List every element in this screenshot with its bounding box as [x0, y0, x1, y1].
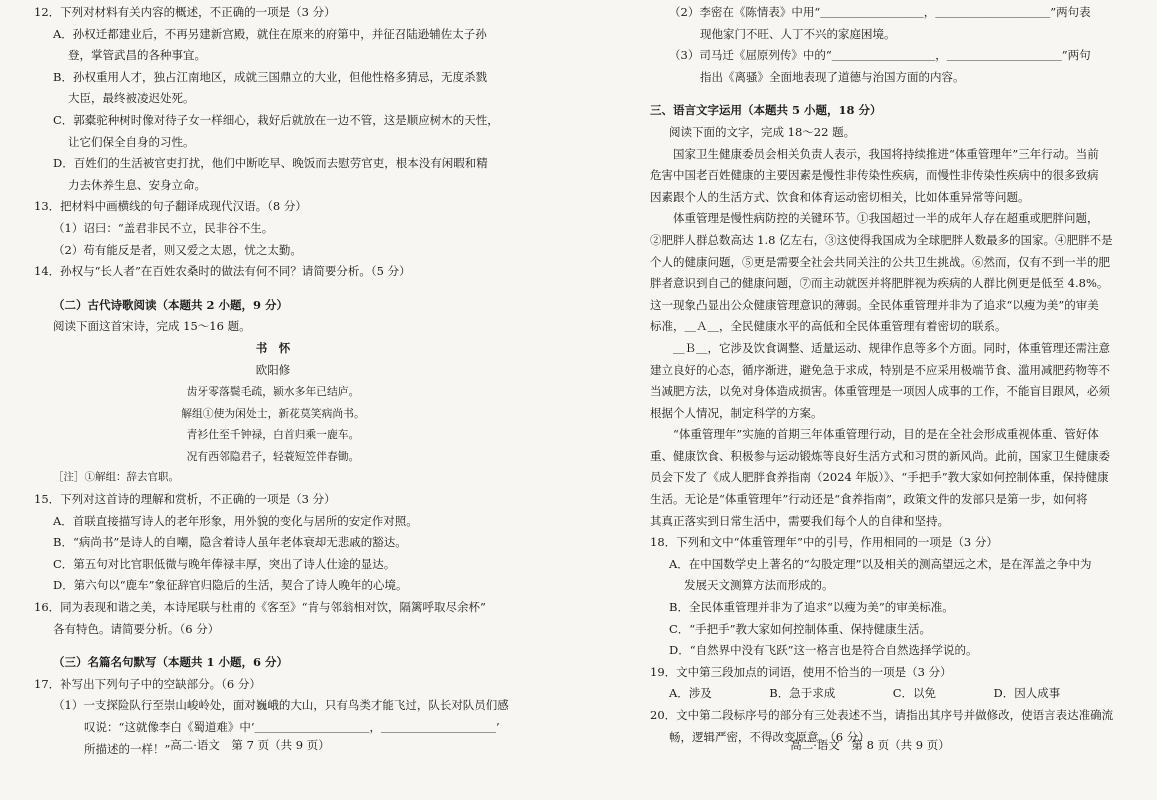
- left-text-line: C．郭橐驼种树时像对待子女一样细心，栽好后就放在一边不管，这是顺应树木的天性，: [53, 112, 499, 127]
- exam-page-right: [590, 0, 1150, 800]
- left-text-line: B．“病尚书”是诗人的自嘲，隐含着诗人虽年老体衰却无悲戚的豁达。: [53, 535, 407, 550]
- left-text-line: 欧阳修: [255, 362, 291, 377]
- right-text-line: 19．文中第三段加点的词语，使用不恰当的一项是（3 分）: [650, 664, 952, 679]
- left-text-line: 登，掌管武昌的各种事宜。: [68, 48, 206, 63]
- right-text-line: 生活。无论是“体重管理年”行动还是“食养指南”，政策文件的发部只是第一步，如何将: [650, 492, 1088, 507]
- left-text-line: [34, 283, 512, 295]
- right-text-line: ＿Ｂ＿，它涉及饮食调整、适量运动、规律作息等多个方面。同时，体重管理还需注意: [673, 340, 1110, 355]
- right-text-line: 因素跟个人的生活方式、饮食和体育运动密切相关，比如体重异常等问题。: [650, 189, 1030, 204]
- left-text-line: C．第五句对比官职低微与晚年俸禄丰厚，突出了诗人仕途的显达。: [53, 556, 396, 571]
- left-text-line: 叹说：“这就像李白《蜀道难》中‘＿＿＿＿＿＿＿＿＿＿，＿＿＿＿＿＿＿＿＿＿’: [84, 720, 500, 734]
- left-text-line: （2）苟有能反是者，则又爱之太恩，忧之太勤。: [53, 242, 302, 257]
- right-text-line: 现他家门不旺、人丁不兴的家庭困境。: [700, 26, 896, 41]
- left-text-line: B．孙权重用人才，独占江南地区，成就三国鼎立的大业，但他性格多猜忌，无度杀戮: [53, 69, 487, 84]
- right-text-line: 国家卫生健康委员会相关负责人表示，我国将持续推进“体重管理年”三年行动。当前: [673, 146, 1099, 161]
- right-page-footer: 高二·语文 第 8 页（共 9 页）: [790, 738, 950, 752]
- left-page-footer: 高二·语文 第 7 页（共 9 页）: [170, 738, 330, 752]
- right-text-line: 阅读下面的文字，完成 18～22 题。: [669, 124, 856, 139]
- right-text-line: 这一现象凸显出公众健康管理意识的薄弱。全民体重管理并非为了追求“以瘦为美”的审美: [650, 297, 1099, 312]
- right-text-line: C．“手把手”教大家如何控制体重、保持健康生活。: [669, 621, 932, 636]
- left-text-line: 书 怀: [255, 340, 291, 355]
- left-text-line: 各有特色。请简要分析。（6 分）: [53, 621, 220, 636]
- right-text-line: 畅，逻辑严密，不得改变原意。（6 分）: [669, 729, 870, 744]
- right-text-line: 20．文中第二段标序号的部分有三处表述不当，请指出其序号并做修改，使语言表达准确流: [650, 708, 1114, 722]
- left-text-line: （1）一支探险队行至崇山峻岭处，面对巍峨的大山，只有鸟类才能飞过，队长对队员们感: [53, 698, 509, 713]
- right-text-line: [650, 88, 1135, 100]
- left-text-line: A．首联直接描写诗人的老年形象，用外貌的变化与居所的安定作对照。: [53, 513, 418, 528]
- left-text-line: D．百姓们的生活被官吏打扰，他们中断吃早、晚饭而去慰劳官吏，根本没有闲暇和精: [53, 156, 488, 171]
- left-text-line: （二）古代诗歌阅读（本题共 2 小题，9 分）: [53, 297, 289, 312]
- left-text-line: 13．把材料中画横线的句子翻译成现代汉语。（8 分）: [34, 199, 307, 214]
- right-text-line: 根据个人情况，制定科学的方案。: [650, 405, 823, 420]
- right-text-line: （2）李密在《陈情表》中用“＿＿＿＿＿＿＿＿＿，＿＿＿＿＿＿＿＿＿＿”两句表: [669, 5, 1091, 19]
- left-text-line: （1）诏曰：“盖君非民不立，民非谷不生。: [53, 220, 274, 235]
- left-text-line: 力去休养生息、安身立命。: [68, 177, 206, 192]
- left-text-line: 齿牙零落鬓毛疏，颍水多年已结庐。: [186, 385, 360, 399]
- right-text-line: A．在中国数学史上著名的“勾股定理”以及相关的测高望远之术，是在浑盖之争中为: [669, 556, 1092, 571]
- right-text-line: A．涉及 B．急于求成 C．以免 D．因人成事: [669, 686, 1061, 701]
- right-text-line: 三、语言文字运用（本题共 5 小题，18 分）: [650, 103, 882, 118]
- left-text-line: 16．同为表现和谐之美，本诗尾联与杜甫的《客至》“肯与邻翁相对饮，隔篱呼取尽余杯”: [34, 600, 486, 615]
- left-text-line: 大臣，最终被凌迟处死。: [68, 91, 195, 106]
- left-text-line: 14．孙权与“长人者”在百姓农桑时的做法有何不同？请简要分析。（5 分）: [34, 264, 411, 279]
- right-text-line: 发展天文测算方法而形成的。: [684, 578, 834, 593]
- left-text-line: 17．补写出下列句子中的空缺部分。（6 分）: [34, 676, 261, 691]
- left-text-line: （三）名篇名句默写（本题共 1 小题，6 分）: [53, 655, 289, 670]
- left-text-line: A．孙权迁都建业后，不再另建新宫殿，就住在原来的府第中，并征召陆逊辅佐太子孙: [53, 26, 487, 41]
- right-text-line: 个人的健康问题，⑤更是需要全社会共同关注的公共卫生挑战。⑥然而，仅有不到一半的肥: [650, 254, 1110, 269]
- right-text-line: 指出《离骚》全面地表现了道德与治国方面的内容。: [700, 69, 965, 84]
- left-text-line: 青衫仕至千钟禄，白首归乘一鹿车。: [186, 428, 360, 442]
- right-text-line: 18．下列和文中“体重管理年”中的引号，作用相同的一项是（3 分）: [650, 535, 998, 550]
- right-text-line: 重、健康饮食、积极参与运动锻炼等良好生活方式和习贯的新风尚。此前，国家卫生健康委: [650, 448, 1110, 463]
- left-text-line: D．第六句以“鹿车”象征辞官归隐后的生活，契合了诗人晚年的心境。: [53, 578, 408, 593]
- right-text-line: 员会下发了《成人肥胖食养指南（2024 年版）》、“手把手”教大家如何控制体重，保持健康: [650, 470, 1109, 485]
- right-text-line: （3）司马迁《屈原列传》中的“＿＿＿＿＿＿＿＿＿，＿＿＿＿＿＿＿＿＿＿”两句: [669, 48, 1091, 63]
- right-page-content: [650, 2, 1135, 748]
- right-text-line: 胖者意识到自己的健康问题，⑦而主动就医并将肥胖视为疾病的人群比例更是低至 4.8%。: [650, 276, 1109, 291]
- right-text-line: ②肥胖人群总数高达 1.8 亿左右，③这使得我国成为全球肥胖人数最多的国家。④肥胖不是: [650, 232, 1113, 247]
- left-text-line: 15．下列对这首诗的理解和赏析，不正确的一项是（3 分）: [34, 492, 336, 507]
- right-text-line: 当减肥方法，以免对身体造成损害。体重管理是一项因人成事的工作，不能盲目跟风，必须: [650, 384, 1110, 399]
- right-text-line: “体重管理年”实施的首期三年体重管理行动，目的是在全社会形成重视体重、管好体: [673, 427, 1099, 442]
- left-text-line: 让它们保全自身的习性。: [68, 134, 195, 149]
- left-text-line: 12．下列对材料有关内容的概述，不正确的一项是（3 分）: [34, 5, 336, 19]
- right-text-line: D．“自然界中没有飞跃”这一格言也是符合自然选择学说的。: [669, 643, 978, 658]
- left-text-line: 阅读下面这首宋诗，完成 15～16 题。: [53, 319, 251, 334]
- left-text-line: [34, 640, 512, 652]
- exam-page-left: [0, 0, 560, 800]
- right-text-line: 建立良好的心态，循序渐进，避免急于求成，特别是不应采用极端节食、滥用减肥药物等不: [650, 362, 1110, 377]
- left-page-content: [34, 2, 512, 760]
- left-text-line: 所描述的一样！”: [84, 741, 171, 756]
- left-text-line: 况有西邻隐君子，轻蓑短笠伴春锄。: [186, 449, 360, 463]
- right-text-line: 体重管理是慢性病防控的关键环节。①我国超过一半的成年人存在超重或肥胖问题，: [673, 211, 1099, 226]
- right-text-line: 危害中国老百姓健康的主要因素是慢性非传染性疾病，而慢性非传染性疾病中的很多致病: [650, 168, 1099, 183]
- right-text-line: 其真正落实到日常生活中，需要我们每个人的自律和坚持。: [650, 513, 949, 528]
- right-text-line: B．全民体重管理并非为了追求“以瘦为美”的审美标准。: [669, 600, 954, 615]
- left-text-line: ［注］①解组：辞去官职。: [53, 471, 179, 484]
- left-text-line: 解组①使为闲处士，新花莫笑病尚书。: [181, 406, 365, 420]
- right-text-line: 标准，＿Ａ＿，全民健康水平的高低和全民体重管理有着密切的联系。: [650, 319, 1007, 334]
